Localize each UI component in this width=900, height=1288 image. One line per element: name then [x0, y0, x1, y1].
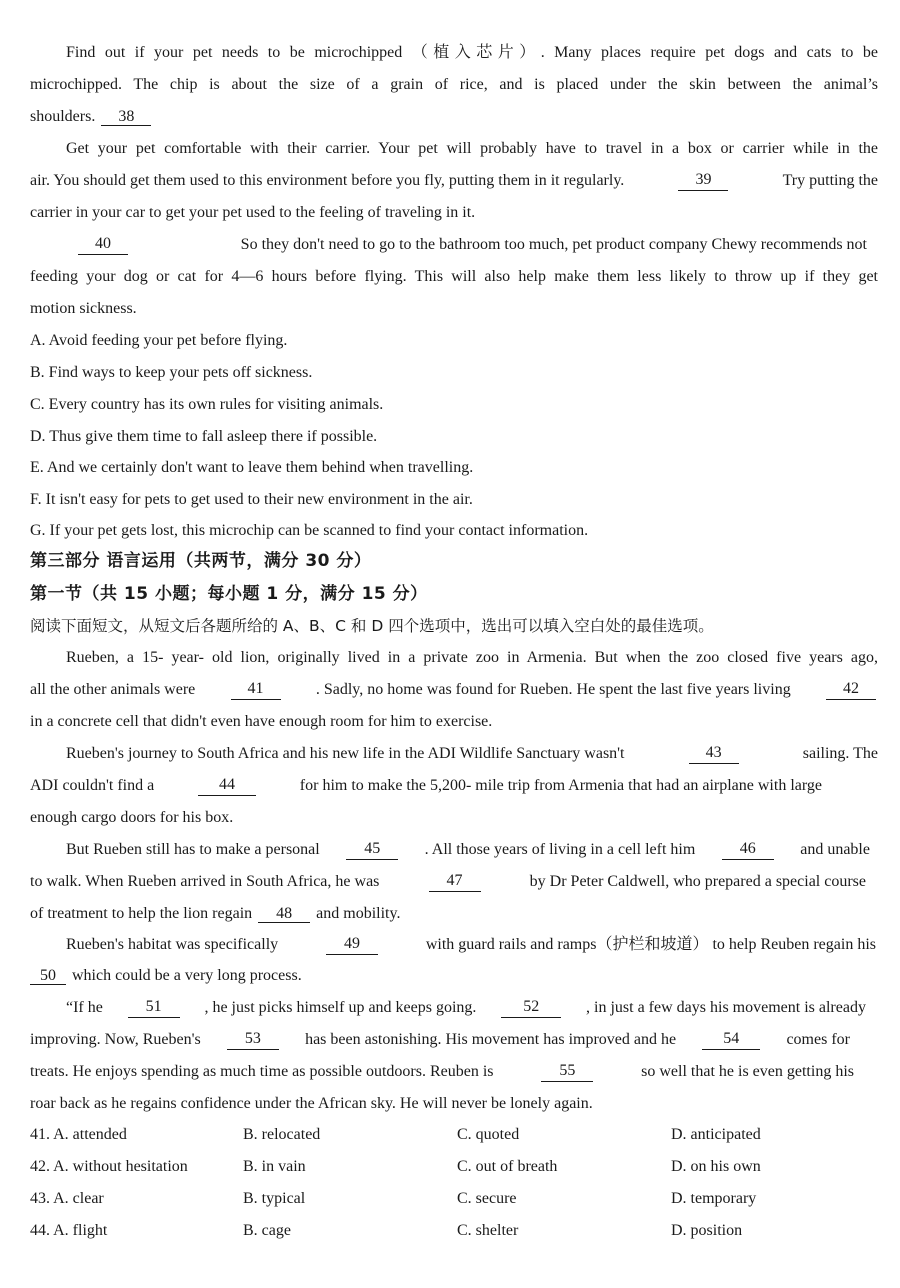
- cloze-p3-line1: [66, 840, 870, 860]
- q44-option-c: C. shelter: [457, 1222, 519, 1239]
- text-span: by Dr Peter Caldwell, who prepared a special course: [529, 873, 866, 890]
- option-b: B. Find ways to keep your pets off sickness.: [30, 364, 313, 381]
- cloze-p3-line2: [30, 872, 866, 892]
- blank-39: 39: [678, 171, 728, 191]
- q41-option-a: 41. A. attended: [30, 1126, 127, 1143]
- blank-43: 43: [689, 744, 739, 764]
- text-span: . Sadly, no home was found for Rueben. He spent the last five years living: [315, 681, 791, 698]
- text-span: for him to make the 5,200- mile trip from Armenia that had an airplane with large: [299, 777, 822, 794]
- cloze-p2-line1: [66, 744, 878, 764]
- text-span: has been astonishing. His movement has improved and he: [305, 1031, 677, 1048]
- blank-48: 48: [258, 905, 310, 923]
- option-g: G. If your pet gets lost, this microchip can be scanned to find your contact information.: [30, 522, 589, 539]
- text-span: Rueben's journey to South Africa and his new life in the ADI Wildlife Sanctuary wasn't: [66, 745, 625, 762]
- text-span: comes for: [786, 1031, 850, 1048]
- blank-50: 50: [30, 967, 66, 985]
- passage-p1-line1: Find out if your pet needs to be microchipped （植入芯片）. Many places require pet dogs and cats to be: [66, 44, 878, 61]
- text-span: , in just a few days his movement is already: [586, 999, 866, 1016]
- blank-46: 46: [722, 840, 774, 860]
- text-span: Rueben's habitat was specifically: [66, 936, 279, 953]
- q44-option-d: D. position: [671, 1222, 743, 1239]
- passage-p3-line3: motion sickness.: [30, 300, 137, 317]
- part3-title: 第三部分 语言运用（共两节，满分 30 分）: [30, 551, 372, 571]
- q44-option-a: 44. A. flight: [30, 1222, 108, 1239]
- text-span: shoulders.: [30, 108, 96, 125]
- q43-option-c: C. secure: [457, 1190, 517, 1207]
- blank-55: 55: [541, 1062, 593, 1082]
- option-d: D. Thus give them time to fall asleep there if possible.: [30, 428, 378, 445]
- cloze-p5-line2: [30, 1030, 850, 1050]
- blank-53: 53: [227, 1030, 279, 1050]
- q42-option-d: D. on his own: [671, 1158, 761, 1175]
- text-span: which could be a very long process.: [72, 967, 302, 984]
- option-c: C. Every country has its own rules for visiting animals.: [30, 396, 384, 413]
- blank-42: 42: [826, 680, 876, 700]
- cloze-p1-line1: Rueben, a 15- year- old lion, originally lived in a private zoo in Armenia. But when the zoo closed five years ago,: [66, 649, 878, 666]
- cloze-p3-line3: [30, 904, 878, 924]
- blank-51: 51: [128, 998, 180, 1018]
- q43-option-b: B. typical: [243, 1190, 306, 1207]
- blank-44: 44: [198, 776, 256, 796]
- cloze-p1-line2: [30, 680, 878, 700]
- cloze-p2-line2: [30, 776, 822, 796]
- passage-p2-line3: carrier in your car to get your pet used to the feeling of traveling in it.: [30, 204, 476, 221]
- text-span: and unable: [800, 841, 870, 858]
- blank-49: 49: [326, 935, 378, 955]
- text-span: to walk. When Rueben arrived in South Africa, he was: [30, 873, 380, 890]
- blank-38: 38: [101, 108, 151, 126]
- cloze-p5-line4: roar back as he regains confidence under the African sky. He will never be lonely again.: [30, 1095, 593, 1112]
- cloze-p4-line2: [30, 966, 878, 986]
- passage-p1-line2: microchipped. The chip is about the size of a grain of rice, and is placed under the skin between the animal’s: [30, 76, 878, 93]
- blank-41: 41: [231, 680, 281, 700]
- cloze-p2-line3: enough cargo doors for his box.: [30, 809, 234, 826]
- q43-option-d: D. temporary: [671, 1190, 757, 1207]
- text-span: of treatment to help the lion regain: [30, 905, 253, 922]
- text-span: treats. He enjoys spending as much time as possible outdoors. Reuben is: [30, 1063, 494, 1080]
- text-span: air. You should get them used to this environment before you fly, putting them in it regularly.: [30, 172, 625, 189]
- passage-p3-line2: feeding your dog or cat for 4—6 hours before flying. This will also help make them less likely to throw up if they get: [30, 268, 878, 285]
- option-a: A. Avoid feeding your pet before flying.: [30, 332, 288, 349]
- passage-p2-line2: [30, 171, 878, 191]
- q42-option-b: B. in vain: [243, 1158, 306, 1175]
- text-span: so well that he is even getting his: [641, 1063, 854, 1080]
- passage-p3-line1: [76, 235, 867, 255]
- text-span: ADI couldn't find a: [30, 777, 155, 794]
- text-span: with guard rails and ramps（护栏和坡道） to help Reuben regain his: [425, 936, 876, 953]
- passage-p2-line1: Get your pet comfortable with their carrier. Your pet will probably have to travel in a box or carrier while in the: [66, 140, 878, 157]
- q41-option-c: C. quoted: [457, 1126, 520, 1143]
- text-span: “If he: [66, 999, 103, 1016]
- text-span: , he just picks himself up and keeps going.: [204, 999, 477, 1016]
- blank-54: 54: [702, 1030, 760, 1050]
- option-f: F. It isn't easy for pets to get used to their new environment in the air.: [30, 491, 473, 508]
- section1-title: 第一节（共 15 小题；每小题 1 分，满分 15 分）: [30, 584, 428, 604]
- blank-47: 47: [429, 872, 481, 892]
- q43-option-a: 43. A. clear: [30, 1190, 104, 1207]
- passage-p1-line3: [30, 107, 878, 127]
- q42-option-a: 42. A. without hesitation: [30, 1158, 188, 1175]
- blank-52: 52: [501, 998, 561, 1018]
- option-e: E. And we certainly don't want to leave them behind when travelling.: [30, 459, 474, 476]
- blank-40: 40: [78, 235, 128, 255]
- text-span: So they don't need to go to the bathroom too much, pet product company Chewy recommends not: [240, 236, 867, 253]
- blank-45: 45: [346, 840, 398, 860]
- q41-option-d: D. anticipated: [671, 1126, 761, 1143]
- cloze-instruction: 阅读下面短文，从短文后各题所给的 A、B、C 和 D 四个选项中，选出可以填入空白处的最佳选项。: [30, 617, 714, 635]
- text-span: But Rueben still has to make a personal: [66, 841, 320, 858]
- text-span: improving. Now, Rueben's: [30, 1031, 201, 1048]
- cloze-p5-line1: [66, 998, 866, 1018]
- q42-option-c: C. out of breath: [457, 1158, 558, 1175]
- text-span: and mobility.: [316, 905, 401, 922]
- cloze-p5-line3: [30, 1062, 854, 1082]
- q44-option-b: B. cage: [243, 1222, 291, 1239]
- text-span: . All those years of living in a cell left him: [424, 841, 696, 858]
- cloze-p1-line3: in a concrete cell that didn't even have enough room for him to exercise.: [30, 713, 493, 730]
- cloze-p4-line1: [66, 935, 876, 955]
- text-span: sailing. The: [802, 745, 878, 762]
- text-span: Try putting the: [782, 172, 878, 189]
- text-span: all the other animals were: [30, 681, 196, 698]
- q41-option-b: B. relocated: [243, 1126, 321, 1143]
